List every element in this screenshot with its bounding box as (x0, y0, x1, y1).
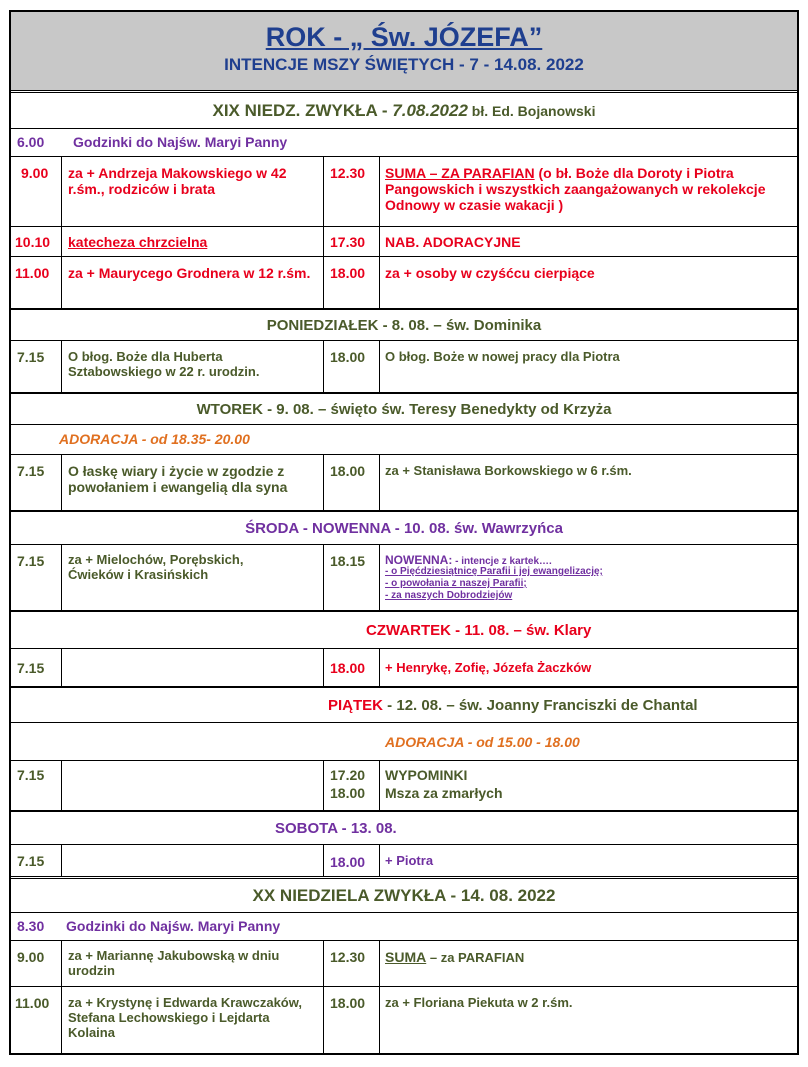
time: 9.00 (17, 949, 45, 965)
sunday2-row-2 (11, 986, 797, 1053)
mass-intentions-sheet (9, 10, 799, 1055)
intention: Godzinki do Najśw. Maryi Panny (73, 134, 288, 150)
novena-title: NOWENNA: (385, 553, 453, 567)
time: 18.00 (330, 349, 366, 365)
title-bar (11, 12, 797, 90)
time: 10.10 (15, 234, 51, 250)
sunday2-header (11, 876, 797, 912)
saturday-row (11, 844, 797, 876)
tuesday-header (11, 392, 797, 424)
page-title: ROK - „ Św. JÓZEFA” (265, 22, 543, 52)
time: 17.30 (330, 234, 366, 250)
intention: Godzinki do Najśw. Maryi Panny (66, 918, 281, 934)
time: 8.30 (17, 918, 45, 934)
intention: Msza za zmarłych (385, 785, 503, 801)
day-header: SOBOTA - 13. 08. (275, 820, 397, 837)
time: 18.00 (330, 463, 366, 479)
time: 7.15 (17, 463, 45, 479)
day-header: PONIEDZIAŁEK - 8. 08. – św. Dominika (266, 317, 542, 334)
intention: za + Maurycego Grodnera w 12 r.śm. (68, 265, 311, 281)
adoration-note: ADORACJA - od 18.35- 20.00 (59, 431, 250, 447)
time: 17.20 (330, 767, 366, 783)
thursday-row (11, 648, 797, 686)
sunday1-saint: bł. Ed. Bojanowski (467, 103, 596, 119)
tuesday-note-row (11, 424, 797, 454)
suma-label: SUMA (385, 949, 427, 965)
intention: + Piotra (385, 853, 434, 868)
intention: za + Floriana Piekuta w 2 r.śm. (385, 995, 573, 1010)
intention: NAB. ADORACYJNE (385, 234, 521, 250)
intention: O błog. Boże w nowej pracy dla Piotra (385, 349, 620, 364)
adoration-note: ADORACJA - od 15.00 - 18.00 (385, 734, 580, 750)
sunday1-header (11, 90, 797, 128)
intention: za + Stanisława Borkowskiego w 6 r.śm. (385, 463, 632, 478)
sunday1-row-3 (11, 256, 797, 308)
novena-item: - o Pięćdziesiątnicę Parafii i jej ewangelizację; (385, 566, 603, 577)
time: 7.15 (17, 349, 45, 365)
sunday2-row-1 (11, 940, 797, 986)
time: 7.15 (17, 853, 45, 869)
time: 18.00 (330, 854, 366, 870)
time: 9.00 (21, 165, 49, 181)
suma-label: SUMA – ZA PARAFIAN (385, 165, 535, 181)
sunday1-name: XIX NIEDZ. ZWYKŁA - (212, 101, 393, 120)
time: 18.15 (330, 553, 366, 569)
day-header: WTOREK - 9. 08. – święto św. Teresy Benedykty od Krzyża (196, 401, 612, 418)
day-name: PIĄTEK (328, 697, 384, 714)
friday-row (11, 760, 797, 810)
wednesday-header (11, 510, 797, 544)
day-header: CZWARTEK - 11. 08. – św. Klary (366, 622, 592, 639)
time: 11.00 (15, 265, 50, 281)
intention: O błog. Boże dla Huberta Sztabowskiego w 22 r. urodzin. (68, 349, 260, 379)
intention: za + osoby w czyśćcu cierpiące (385, 265, 595, 281)
sunday1-row-2 (11, 226, 797, 256)
time: 18.00 (330, 995, 366, 1011)
novena-item: - za naszych Dobrodziejów (385, 590, 513, 601)
intention: O łaskę wiary i życie w zgodzie z powołaniem i ewangelią dla syna (68, 463, 288, 496)
intention: za + Andrzeja Makowskiego w 42 r.śm., rodziców i brata (68, 165, 287, 198)
thursday-header (11, 610, 797, 648)
sunday1-row-1 (11, 156, 797, 226)
intention: za + Mariannę Jakubowską w dniu urodzin (68, 948, 280, 978)
tuesday-row (11, 454, 797, 510)
intention: (o bł. Boże dla Doroty i Piotra Pangowskich i wszystkich zaangażowanych w rekolekcje Odnowy w czasie wakacji ) (385, 165, 766, 214)
friday-header (11, 686, 797, 722)
time: 6.00 (17, 134, 45, 150)
intention: WYPOMINKI (385, 767, 468, 783)
day-header: XX NIEDZIELA ZWYKŁA - 14. 08. 2022 (252, 886, 556, 905)
novena-item: - o powołania z naszej Parafii; (385, 578, 527, 589)
sunday1-special-row (11, 128, 797, 156)
intention: za + Mielochów, Porębskich, Ćwieków i Krasińskich (68, 552, 244, 582)
intention: – za PARAFIAN (426, 950, 525, 965)
page-subtitle: INTENCJE MSZY ŚWIĘTYCH - 7 - 14.08. 2022 (224, 55, 584, 74)
day-header: ŚRODA - NOWENNA - 10. 08. św. Wawrzyńca (245, 520, 563, 537)
time: 7.15 (17, 660, 45, 676)
intention: katecheza chrzcielna (68, 234, 208, 250)
time: 18.00 (330, 785, 366, 801)
novena-lead: - intencje z kartek…. (452, 556, 552, 567)
intention: + Henrykę, Zofię, Józefa Żaczków (385, 660, 592, 675)
time: 11.00 (15, 995, 50, 1011)
sunday2-special-row (11, 912, 797, 940)
saturday-header (11, 810, 797, 844)
monday-row (11, 340, 797, 392)
time: 18.00 (330, 660, 366, 676)
friday-note-row (11, 722, 797, 760)
time: 12.30 (330, 165, 366, 181)
time: 7.15 (17, 767, 45, 783)
intention: za + Krystynę i Edwarda Krawczaków, Stefana Lechowskiego i Lejdarta Kolaina (68, 995, 302, 1040)
monday-header (11, 308, 797, 340)
day-header: - 12. 08. – św. Joanny Franciszki de Chantal (383, 697, 698, 714)
wednesday-row (11, 544, 797, 610)
time: 18.00 (330, 265, 366, 281)
time: 12.30 (330, 949, 366, 965)
time: 7.15 (17, 553, 45, 569)
sunday1-date: 7.08.2022 (392, 101, 468, 120)
